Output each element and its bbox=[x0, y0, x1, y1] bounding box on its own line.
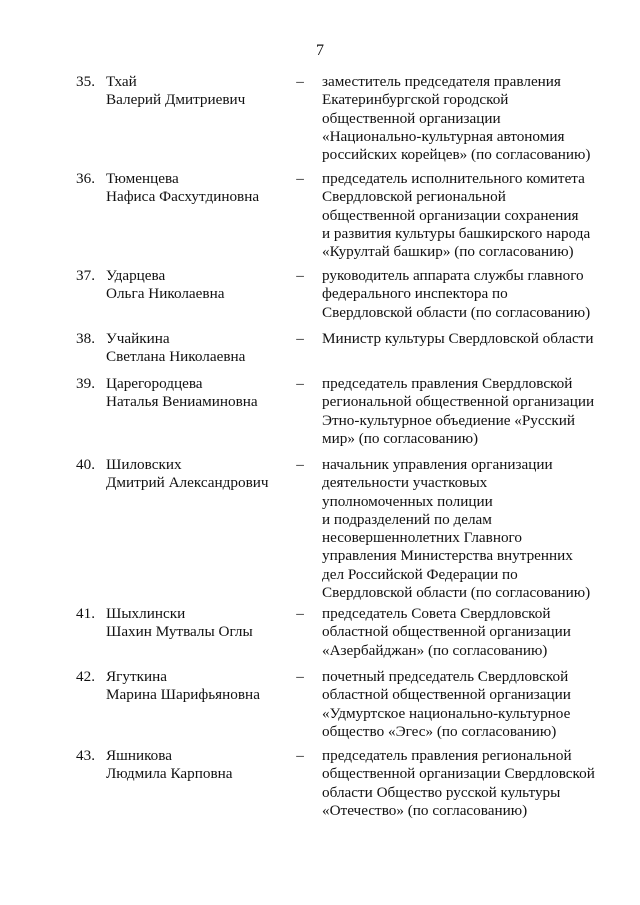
person-given-name: Светлана Николаевна bbox=[106, 348, 246, 366]
position-description: почетный председатель Свердловской областной общественной организации «Удмуртское национально-культурное общество «Эгес» (по согласованию) bbox=[322, 668, 571, 740]
person-given-name: Наталья Вениаминовна bbox=[106, 393, 258, 411]
person-surname: Шыхлински bbox=[106, 605, 186, 622]
person-given-name: Дмитрий Александрович bbox=[106, 474, 269, 492]
separator-dash: – bbox=[296, 170, 304, 187]
person-given-name: Марина Шарифьяновна bbox=[106, 686, 260, 704]
position-description: заместитель председателя правления Екатеринбургской городской общественной организации «Национально-культурная автономия российских корейцев» (по согласованию) bbox=[322, 73, 591, 164]
entry-number: 41. bbox=[76, 605, 95, 622]
person-given-name: Шахин Мутвалы Оглы bbox=[106, 623, 253, 641]
person-surname: Ударцева bbox=[106, 267, 166, 284]
person-surname: Ягуткина bbox=[106, 668, 167, 685]
separator-dash: – bbox=[296, 267, 304, 284]
person-name bbox=[106, 267, 286, 304]
position-description: председатель правления региональной общественной организации Свердловской области Общество русской культуры «Отечество» (по согласованию) bbox=[322, 747, 595, 819]
person-given-name: Ольга Николаевна bbox=[106, 285, 225, 303]
separator-dash: – bbox=[296, 668, 304, 685]
separator-dash: – bbox=[296, 375, 304, 392]
person-given-name: Людмила Карповна bbox=[106, 765, 233, 783]
position-description: руководитель аппарата службы главного федерального инспектора по Свердловской области (по согласованию) bbox=[322, 267, 591, 321]
position-description: Министр культуры Свердловской области bbox=[322, 330, 594, 347]
separator-dash: – bbox=[296, 73, 304, 90]
entry-number: 35. bbox=[76, 73, 95, 90]
separator-dash: – bbox=[296, 456, 304, 473]
person-given-name: Валерий Дмитриевич bbox=[106, 91, 246, 109]
entry-number: 43. bbox=[76, 747, 95, 764]
person-surname: Учайкина bbox=[106, 330, 170, 347]
person-given-name: Нафиса Фасхутдиновна bbox=[106, 188, 260, 206]
entry-number: 40. bbox=[76, 456, 95, 473]
person-surname: Яшникова bbox=[106, 747, 172, 764]
separator-dash: – bbox=[296, 747, 304, 764]
position-description: председатель правления Свердловской региональной общественной организации Этно-культурное объедиение «Русский мир» (по согласованию) bbox=[322, 375, 595, 447]
person-name bbox=[106, 668, 286, 705]
person-name bbox=[106, 605, 286, 642]
entry-number: 39. bbox=[76, 375, 95, 392]
person-surname: Тхай bbox=[106, 73, 137, 90]
entry-number: 36. bbox=[76, 170, 95, 187]
person-surname: Шиловских bbox=[106, 456, 182, 473]
position-description: председатель Совета Свердловской областной общественной организации «Азербайджан» (по согласованию) bbox=[322, 605, 571, 659]
entry-number: 37. bbox=[76, 267, 95, 284]
entry-number: 42. bbox=[76, 668, 95, 685]
entry-number: 38. bbox=[76, 330, 95, 347]
position-description: начальник управления организации деятельности участковых уполномоченных полиции и подразделений по делам несовершеннолетних Главного управления Министерства внутренних дел Российской Федерации по Свердловской области (по согласованию) bbox=[322, 456, 591, 602]
person-name bbox=[106, 747, 286, 784]
person-name bbox=[106, 375, 286, 412]
person-surname: Царегородцева bbox=[106, 375, 203, 392]
person-name bbox=[106, 330, 286, 367]
person-name bbox=[106, 456, 286, 493]
person-surname: Тюменцева bbox=[106, 170, 179, 187]
separator-dash: – bbox=[296, 330, 304, 347]
person-name bbox=[106, 73, 286, 110]
person-name bbox=[106, 170, 286, 207]
separator-dash: – bbox=[296, 605, 304, 622]
position-description: председатель исполнительного комитета Свердловской региональной общественной организации сохранения и развития культуры башкирского народа «Курултай башкир» (по согласованию) bbox=[322, 170, 591, 261]
page-number: 7 bbox=[316, 42, 324, 59]
